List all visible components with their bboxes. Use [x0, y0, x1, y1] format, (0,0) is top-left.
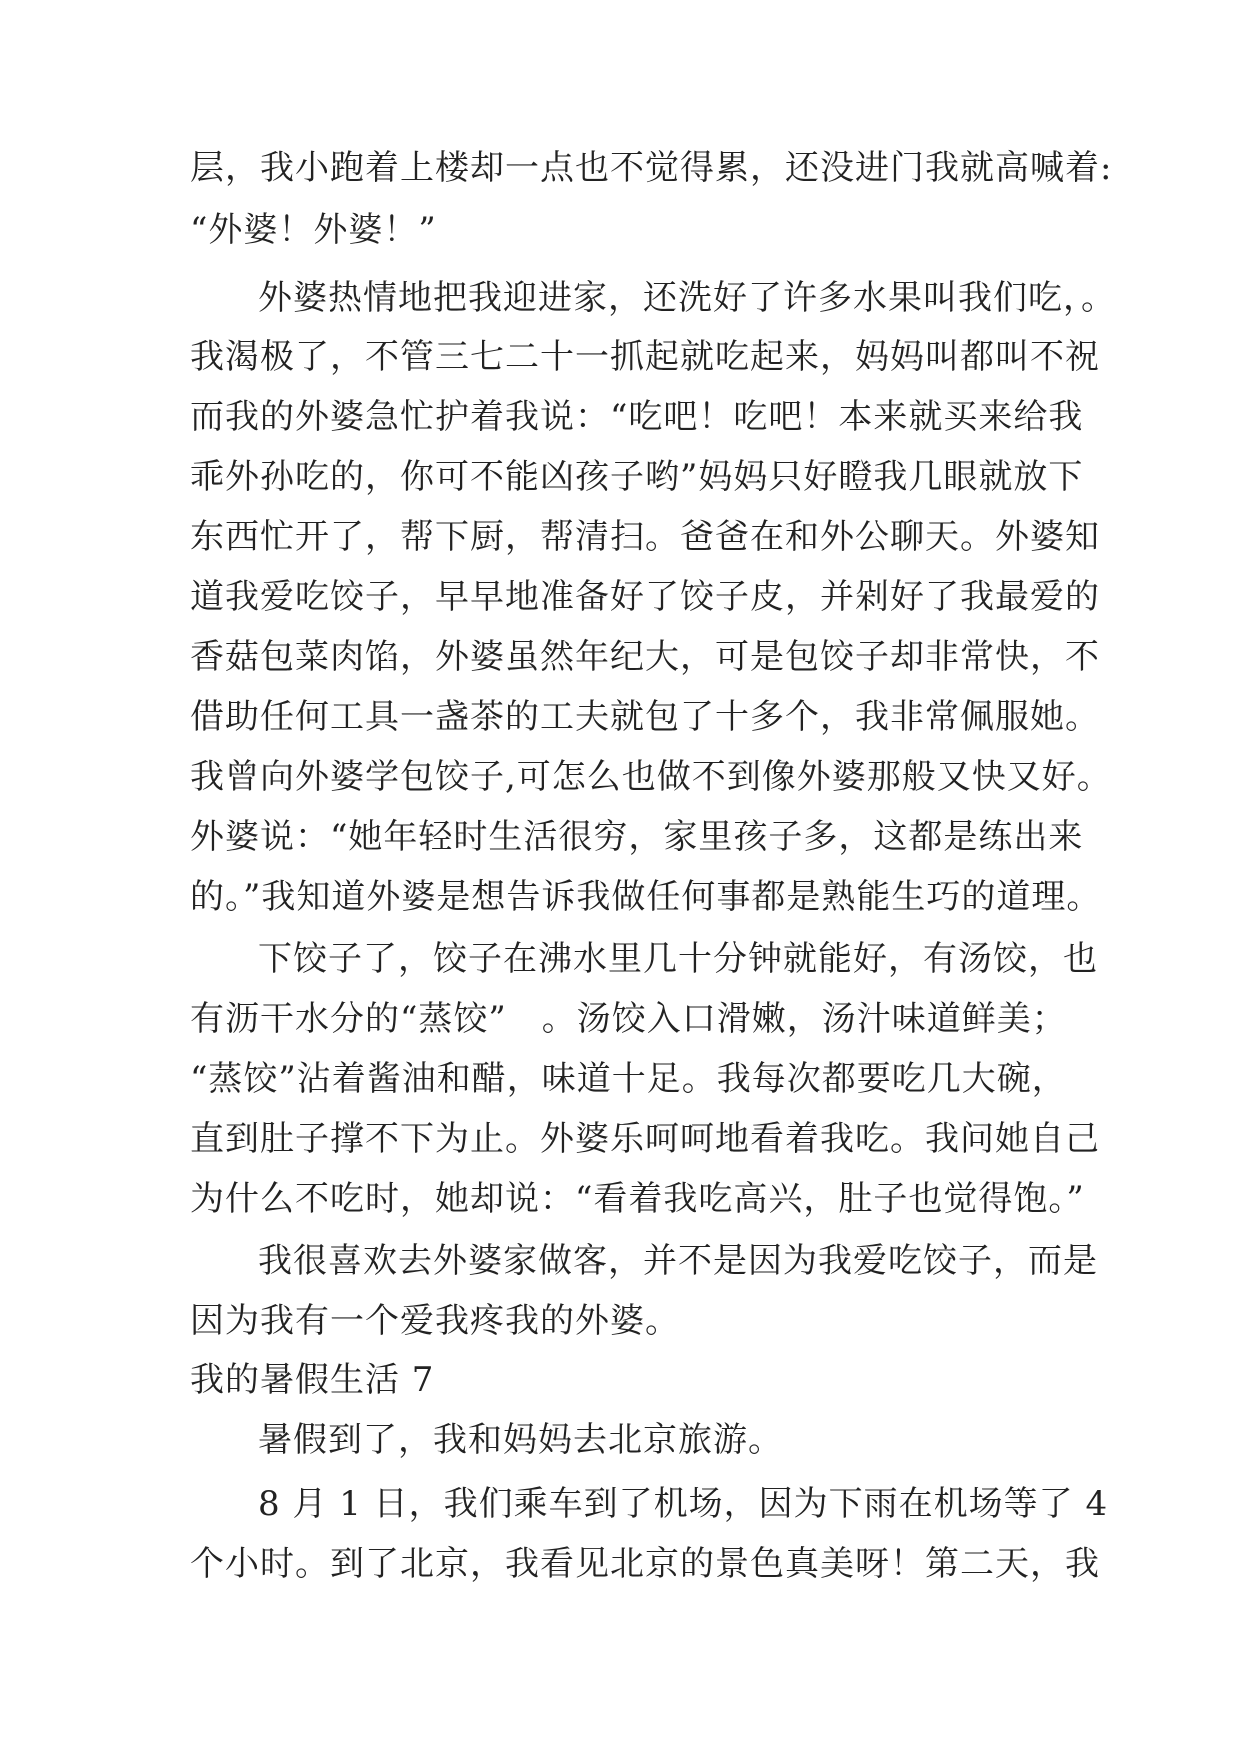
text-line: 为什么不吃时，她却说：“看着我吃高兴，肚子也觉得饱。” — [190, 1179, 1085, 1219]
paragraph-start-line: 我很喜欢去外婆家做客，并不是因为我爱吃饺子，而是 — [258, 1241, 1098, 1281]
text-line: 外婆说：“她年轻时生活很穷，家里孩子多，这都是练出来 — [190, 817, 1084, 857]
text-line: 道我爱吃饺子，早早地准备好了饺子皮，并剁好了我最爱的 — [190, 577, 1100, 617]
text-line: 香菇包菜肉馅，外婆虽然年纪大，可是包饺子却非常快，不 — [190, 637, 1100, 677]
text-line: 我渴极了，不管三七二十一抓起就吃起来，妈妈叫都叫不祝 — [190, 337, 1100, 377]
text-line: 有沥干水分的“蒸饺” 。汤饺入口滑嫩，汤汁味道鲜美； — [190, 999, 1067, 1039]
text-line: 乖外孙吃的，你可不能凶孩子哟”妈妈只好瞪我几眼就放下 — [190, 457, 1084, 497]
text-line: “外婆！外婆！” — [190, 210, 437, 250]
text-line: 因为我有一个爱我疼我的外婆。 — [190, 1301, 680, 1341]
text-line: 的。”我知道外婆是想告诉我做任何事都是熟能生巧的道理。 — [190, 877, 1102, 917]
text-line: 层，我小跑着上楼却一点也不觉得累，还没进门我就高喊着: — [190, 148, 1113, 188]
text-line: 而我的外婆急忙护着我说：“吃吧！吃吧！本来就买来给我 — [190, 397, 1084, 437]
paragraph-start-line: 8 月 1 日，我们乘车到了机场，因为下雨在机场等了 4 — [258, 1484, 1109, 1524]
section-heading: 我的暑假生活 7 — [190, 1360, 435, 1400]
text-line: 直到肚子撑不下为止。外婆乐呵呵地看着我吃。我问她自己 — [190, 1119, 1100, 1159]
paragraph-start-line: 下饺子了，饺子在沸水里几十分钟就能好，有汤饺，也 — [258, 939, 1098, 979]
text-line: “蒸饺”沾着酱油和醋，味道十足。我每次都要吃几大碗， — [190, 1059, 1067, 1099]
paragraph-start-line: 暑假到了，我和妈妈去北京旅游。 — [258, 1420, 783, 1460]
text-line: 个小时。到了北京，我看见北京的景色真美呀！第二天，我 — [190, 1544, 1100, 1584]
text-line: 借助任何工具一盏茶的工夫就包了十多个，我非常佩服她。 — [190, 697, 1100, 737]
text-line: 我曾向外婆学包饺子,可怎么也做不到像外婆那般又快又好。 — [190, 757, 1112, 797]
text-line: 东西忙开了，帮下厨，帮清扫。爸爸在和外公聊天。外婆知 — [190, 517, 1100, 557]
paragraph-start-line: 外婆热情地把我迎进家，还洗好了许多水果叫我们吃，。 — [258, 278, 1116, 318]
